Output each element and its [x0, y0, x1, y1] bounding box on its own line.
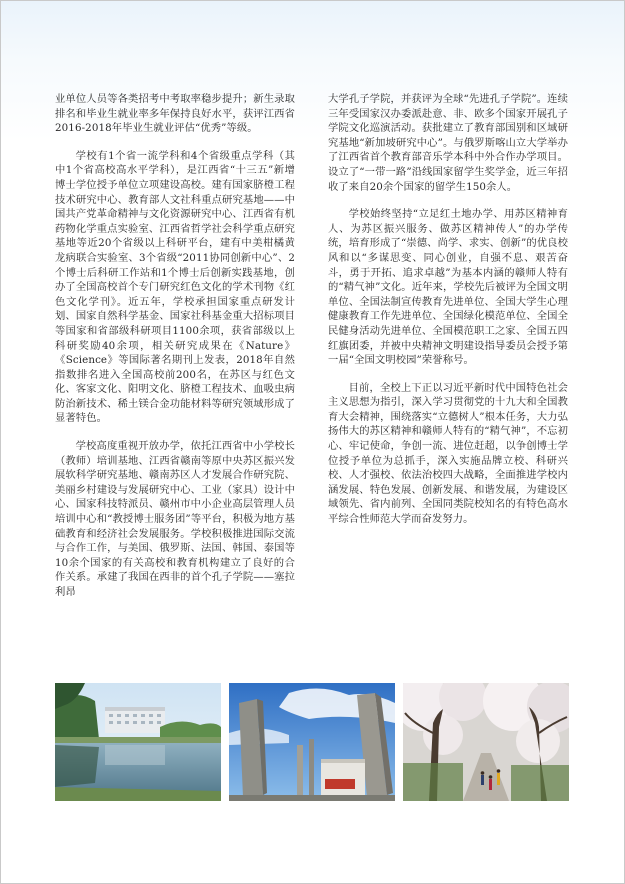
cherry-blossom-photo: [403, 683, 569, 801]
paragraph-school-tradition: 学校始终坚持“立足红土地办学、用苏区精神育人、为苏区振兴服务、做苏区精神传人”的办学传统，培育形成了“崇德、尚学、求实、创新”的优良校风和以“多谋思变、同心创业，自强不息、艰苦奋斗，勇于开拓、追求卓越”为基本内涵的赣师人特有的“精气神”文化。近年来，学校先后被评为全国文明单位、全国法制宣传教育先进单位、全国大学生心理健康教育工作先进单位、全国绿化模范单位、全国全民健身活动先进单位、全国模范职工之家、全国五四红旗团委，并被中央精神文明建设指导委员会授予第一届“全国文明校园”荣誉称号。: [328, 208, 568, 367]
paragraph-confucius-institute: 大学孔子学院，并获评为全球“先进孔子学院”。连续三年受国家汉办委派赴意、非、欧多个国家开展孔子学院文化巡演活动。获批建立了教育部国别和区域研究基地“新加坡研究中心”。与俄罗斯喀山立大学举办了江西省首个教育部音乐学本科中外合作办学项目。设立了“一带一路”沿线国家留学生奖学金，近三年招收了来自20余个国家的留学生150余人。: [328, 93, 568, 193]
right-text-column: [328, 92, 568, 540]
photo-strip: [55, 683, 570, 801]
monuments-photo: [229, 683, 395, 801]
paragraph-employment: 业单位人员等各类招考中考取率稳步提升；新生录取排名和毕业生就业率多年保持良好水平，获评江西省2016-2018年毕业生就业评估“优秀”等级。: [55, 93, 295, 135]
left-text-column: [55, 92, 295, 613]
paragraph-research: 学校有1个省一流学科和4个省级重点学科（其中1个省高校高水平学科），是江西省“十三五”新增博士学位授予单位立项建设高校。建有国家脐橙工程技术研究中心、教育部人文社科重点研究基地——中国共产党革命精神与文化资源研究中心、江西省有机药物化学重点实验室、江西省哲学社会科学重点研究基地等近20个省级以上科研平台，建有中美柑橘黄龙病联合实验室、3个省级“2011协同创新中心”、2个博士后科研工作站和1个博士后创新实践基地，创办了全国高校首个专门研究红色文化的学术刊物《红色文化学刊》。近五年，学校承担国家重点研发计划、国家自然科学基金、国家社科基金重大招标项目等国家和省部级科研项目1100余项，获省部级以上科研奖励40余项，相关研究成果在《Nature》《Science》等国际著名期刊上发表，2018年自然指数排名进入全国高校前200名，在苏区与红色文化、客家文化、阳明文化、脐橙工程技术、血吸虫病防治新技术、稀土镁合金功能材料等研究领域形成了显著特色。: [55, 149, 295, 425]
campus-lake-photo: [55, 683, 221, 801]
paragraph-open-education: 学校高度重视开放办学，依托江西省中小学校长（教师）培训基地、江西省赣南等原中央苏区振兴发展软科学研究基地、赣南苏区人才发展合作研究院、美丽乡村建设与发展研究中心、工业（家具）设计中心、国家科技特派员、赣州市中小企业高层管理人员培训中心和“教授博士服务团”等平台，积极为地方基础教育和经济社会发展服务。学校积极推进国际交流与合作工作，与美国、俄罗斯、法国、韩国、泰国等10余个国家的有关高校和教育机构建立了良好的合作关系。承建了我国在西非的首个孔子学院——塞拉利昂: [55, 440, 295, 598]
paragraph-current-goals: 目前，全校上下正以习近平新时代中国特色社会主义思想为指引，深入学习贯彻党的十九大和全国教育大会精神，围绕落实“立德树人”根本任务，大力弘扬伟大的苏区精神和赣师人特有的“精气神”，不忘初心、牢记使命，争创一流、进位赶超，以争创博士学位授予单位为总抓手，深入实施品牌立校、科研兴校、人才强校、依法治校四大战略，全面推进学校内涵发展、特色发展、创新发展、和谐发展，为建设区域领先、省内前列、全国同类院校知名的有特色高水平综合性师范大学而奋发努力。: [328, 381, 568, 526]
